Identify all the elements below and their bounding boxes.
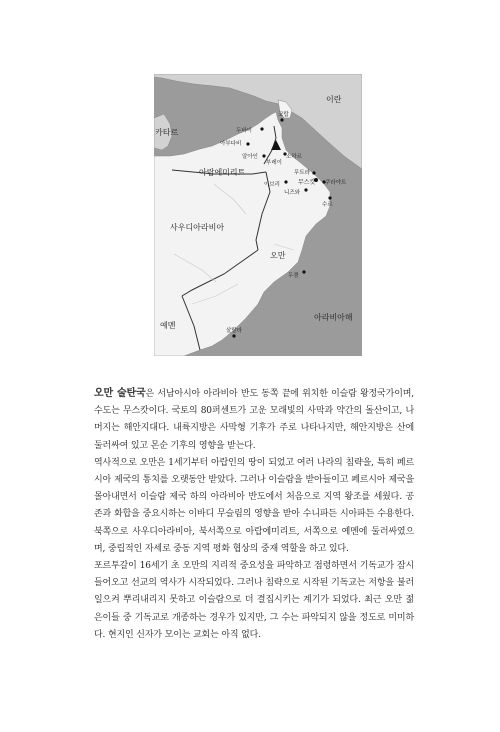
- body-text: [94, 385, 414, 644]
- paragraph-1: [94, 385, 414, 455]
- city-nizwa: 니즈와: [284, 190, 300, 196]
- label-uae: 아랍에미리트: [199, 168, 246, 177]
- city-buraimi: 부레이: [266, 160, 282, 166]
- country-title: 오만 술탄국: [94, 388, 146, 399]
- city-duqm: 두쿰: [288, 273, 299, 279]
- label-oman: 오만: [270, 251, 286, 260]
- city-dubai: 두바이: [236, 128, 252, 134]
- label-iran: 이란: [326, 95, 342, 104]
- paragraph-2: 역사적으로 오만은 1세기부터 아랍인의 땅이 되었고 여러 나라의 침략을, 특히 페르시아 제국의 통치를 오랫동안 받았다. 그러나 이슬람을 받아들이고 페르시아 제국을 몰아내면서 이슬람 제국 하의 아라비아 반도에서 처음으로 지역 왕조를 세웠다. 공존과 화합을 중요시하는 이바디 무슬림의 영향을 받아 수니파든 시아파든 수용한다. 북쪽으로 사우디아라비아, 북서쪽으로 아랍에미리트, 서쪽으로 예멘에 둘러싸였으며, 중립적인 자세로 중동 지역 평화 협상의 중재 역할을 하고 있다.: [94, 457, 414, 554]
- label-arabian-sea: 아라비아해: [314, 313, 353, 322]
- city-khasab: 코랍: [278, 112, 289, 118]
- city-al-ain: 알아인: [242, 154, 258, 160]
- city-sur: 수르: [322, 202, 333, 208]
- city-muscat: 무스캇: [298, 179, 316, 186]
- city-muttrah: 무트라: [294, 170, 310, 176]
- city-ibri: 이브리: [264, 182, 280, 188]
- city-salalah: 살랄라: [226, 328, 242, 334]
- label-yemen: 예멘: [160, 321, 176, 330]
- label-qatar: 카타르: [155, 128, 179, 137]
- label-saudi: 사우디아라비아: [170, 223, 225, 232]
- oman-map: [154, 74, 362, 356]
- paragraph-1-rest: 은 서남아시아 아라비아 반도 동쪽 끝에 위치한 이슬람 왕정국가이며, 수도는 무스캇이다. 국토의 80퍼센트가 고운 모래빛의 사막과 약간의 돌산이고, 나머지는 해안지대다. 내륙지방은 사막형 기후가 주로 나타나지만, 해안지방은 산에 둘러싸여 있고 몬순 기후의 영향을 받는다.: [94, 389, 414, 451]
- city-quriyat: 쿠라야트: [325, 180, 347, 186]
- paragraph-3: 포르투갈이 16세기 초 오만의 지리적 중요성을 파악하고 점령하면서 기독교가 잠시 들어오고 선교의 역사가 시작되었다. 그러나 침략으로 시작된 기독교는 저항을 불러일으켜 뿌리내리지 못하고 이슬람으로 더 결집시키는 계기가 되었다. 최근 오만 젊은이들 중 기독교로 개종하는 경우가 있지만, 그 수는 파악되지 않을 정도로 미미하다. 현지인 신자가 모이는 교회는 아직 없다.: [94, 561, 414, 640]
- city-abu-dhabi: 아부다비: [220, 141, 242, 147]
- city-sohar: 소하르: [286, 154, 302, 160]
